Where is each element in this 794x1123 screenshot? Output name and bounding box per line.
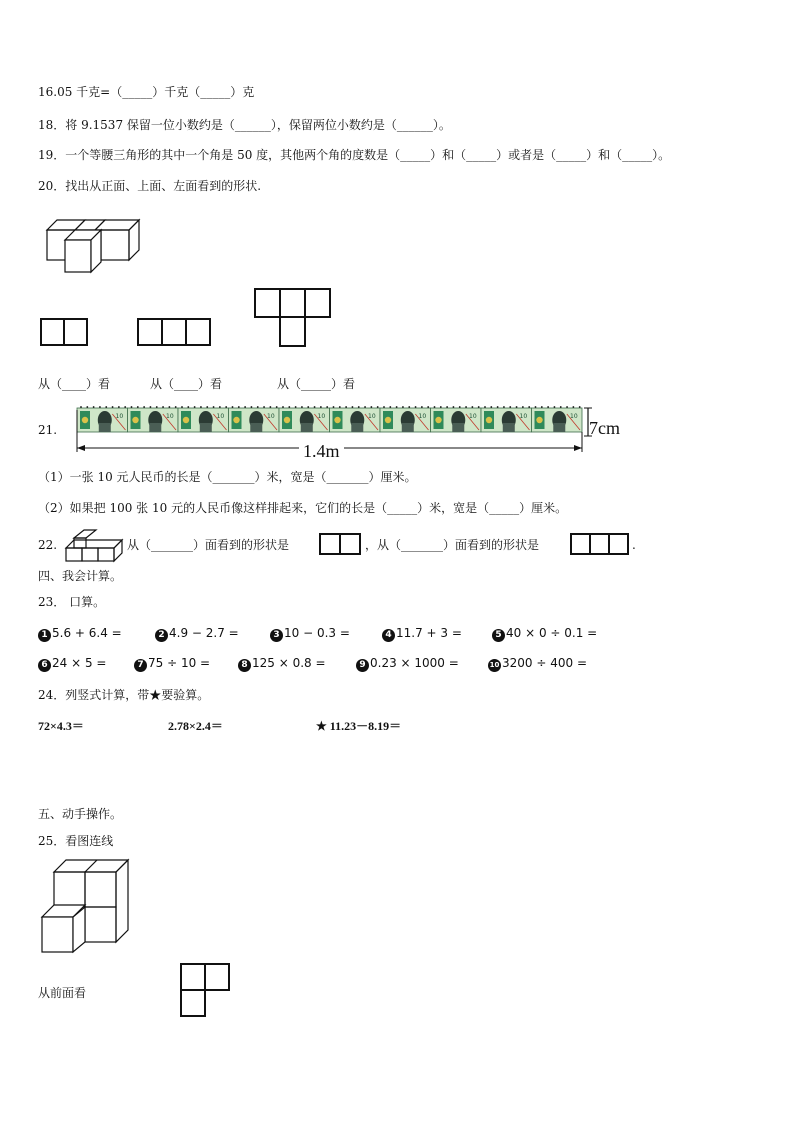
calc-item: 9 0.23 × 1000 = xyxy=(356,655,459,672)
banknote xyxy=(330,406,381,432)
banknote xyxy=(279,406,330,432)
banknote xyxy=(532,406,583,432)
banknote-strip-figure xyxy=(74,404,634,464)
q22-shape-two-squares xyxy=(319,533,363,557)
question-21-sub1: （1）一张 10 元人民币的长是（_______）米，宽是（_______）厘米。 xyxy=(38,470,417,484)
width-label: 7cm xyxy=(589,418,620,438)
arrow-right-icon xyxy=(574,445,582,451)
question-22-end: . xyxy=(632,538,636,552)
calc-item: 10 3200 ÷ 400 = xyxy=(489,656,587,670)
q22-cube-figure xyxy=(64,528,128,562)
q22-shape-three-squares xyxy=(570,533,632,557)
banknote-value: 10 xyxy=(317,413,326,420)
section-4-heading: 四、我会计算。 xyxy=(38,569,123,583)
question-16: 16.05 千克=（_____）千克（_____）克 xyxy=(38,85,255,99)
banknote xyxy=(128,406,179,432)
calc-item: 1 5.6 + 6.4 = xyxy=(38,625,122,642)
calc-item: 4 11.7 + 3 = xyxy=(382,625,462,642)
calc-item: 3 10 − 0.3 = xyxy=(270,625,350,642)
q25-view-shape xyxy=(180,963,232,1019)
question-19: 19．一个等腰三角形的其中一个角是 50 度，其他两个角的度数是（_____）和（_____）或者是（_____）和（_____）。 xyxy=(38,148,671,162)
question-22-number: 22. xyxy=(38,538,58,552)
banknote xyxy=(178,406,229,432)
q25-cube-figure xyxy=(40,858,130,956)
question-24-title: 24．列竖式计算，带★要验算。 xyxy=(38,688,210,702)
question-25-title: 25．看图连线 xyxy=(38,834,114,848)
question-23-title: 23． 口算。 xyxy=(38,595,106,609)
question-20: 20．找出从正面、上面、左面看到的形状. xyxy=(38,179,262,193)
vertical-calc-item: 72×4.3＝ xyxy=(38,719,84,733)
q20-cube-figure xyxy=(45,218,145,276)
calc-item: 6 24 × 5 = xyxy=(38,655,106,672)
question-21-number: 21. xyxy=(38,423,58,437)
arrow-left-icon xyxy=(77,445,85,451)
view-shape-two-squares xyxy=(40,318,90,348)
banknote-value: 10 xyxy=(570,413,578,420)
banknote xyxy=(431,406,482,432)
banknote-value: 10 xyxy=(267,413,275,420)
vertical-calc-item: ★ 11.23－8.19＝ xyxy=(316,719,402,733)
calc-item: 8 125 × 0.8 = xyxy=(238,655,326,672)
section-5-heading: 五、动手操作。 xyxy=(38,807,123,821)
view-shape-three-squares xyxy=(137,318,213,348)
question-22-part1: 从（_______）面看到的形状是 xyxy=(127,538,290,552)
question-22-part2: ，从（_______）面看到的形状是 xyxy=(365,538,540,552)
banknote xyxy=(77,406,128,432)
question-18: 18．将 9.1537 保留一位小数约是（______），保留两位小数约是（______）。 xyxy=(38,118,451,132)
banknote xyxy=(481,406,532,432)
calc-item: 5 40 × 0 ÷ 0.1 = xyxy=(492,625,597,642)
q20-answer-1: 从（____）看 xyxy=(38,377,111,391)
banknote-value: 10 xyxy=(166,413,174,420)
calc-item: 7 75 ÷ 10 = xyxy=(134,655,210,672)
question-21-sub2: （2）如果把 100 张 10 元的人民币像这样排起来，它们的长是（_____）米，宽是（_____）厘米。 xyxy=(38,501,568,515)
view-shape-t-shape xyxy=(254,288,334,350)
banknote-value: 10 xyxy=(418,413,427,420)
banknote-value: 10 xyxy=(216,413,225,420)
q25-view-label: 从前面看 xyxy=(38,986,87,1000)
banknote-value: 10 xyxy=(469,413,477,420)
banknote xyxy=(380,406,431,432)
q20-answer-2: 从（____）看 xyxy=(150,377,223,391)
q20-answer-3: 从（_____）看 xyxy=(277,377,356,391)
vertical-calc-item: 2.78×2.4＝ xyxy=(168,719,223,733)
banknote-value: 10 xyxy=(115,413,124,420)
banknote xyxy=(229,406,280,432)
length-label: 1.4m xyxy=(299,441,344,461)
calc-item: 2 4.9 − 2.7 = xyxy=(155,625,239,642)
banknote-value: 10 xyxy=(519,413,528,420)
banknote-value: 10 xyxy=(368,413,376,420)
